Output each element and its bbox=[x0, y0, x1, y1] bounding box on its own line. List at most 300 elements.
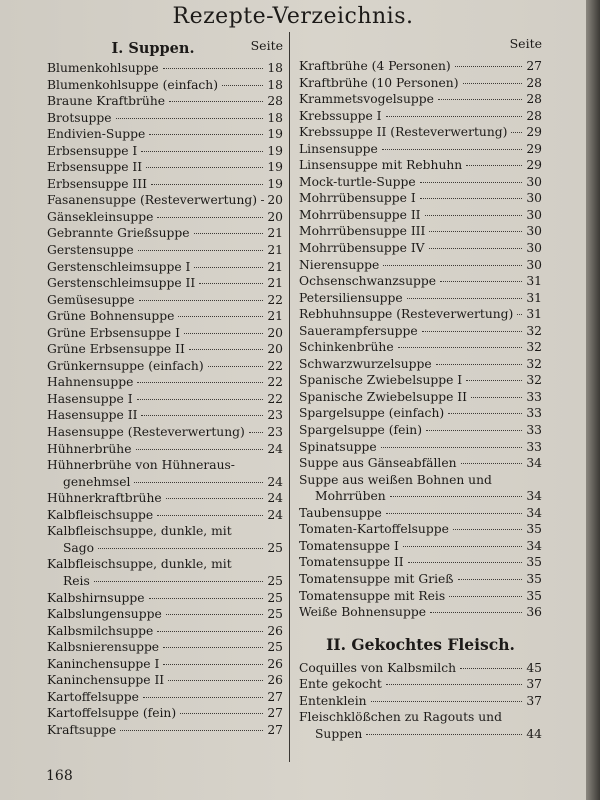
entry-continuation bbox=[47, 573, 283, 590]
dot-leader bbox=[517, 314, 522, 315]
index-entry bbox=[299, 339, 542, 356]
entry-name: Tomaten-Kartoffelsuppe bbox=[299, 522, 449, 537]
entry-name: Tomatensuppe II bbox=[299, 555, 404, 570]
entry-page: 33 bbox=[526, 439, 542, 454]
entry-page: 22 bbox=[267, 391, 283, 406]
dot-leader bbox=[466, 380, 522, 381]
entry-name: Erbsensuppe II bbox=[47, 160, 143, 175]
entry-continuation bbox=[299, 726, 542, 743]
dot-leader bbox=[386, 684, 522, 685]
entry-page: 18 bbox=[267, 61, 283, 75]
entry-name: Spanische Zwiebelsuppe I bbox=[299, 373, 463, 388]
entry-page: 22 bbox=[267, 358, 283, 373]
entry-name: Kalbsmilchsuppe bbox=[47, 623, 154, 638]
entry-name: Suppe aus Gänseabfällen bbox=[299, 456, 457, 471]
index-entry bbox=[47, 523, 283, 556]
entry-name: Kaninchensuppe II bbox=[47, 673, 165, 688]
dot-leader bbox=[163, 68, 263, 69]
entry-page: 28 bbox=[526, 75, 542, 90]
entry-name: Endivien-Suppe bbox=[47, 127, 146, 142]
index-entry bbox=[299, 389, 542, 406]
entry-name: Linsensuppe bbox=[299, 141, 378, 156]
page-title: Rezepte-Verzeichnis. bbox=[172, 4, 414, 29]
dot-leader bbox=[430, 612, 522, 613]
entry-page: 29 bbox=[526, 158, 542, 173]
dot-leader bbox=[141, 415, 263, 416]
index-entry bbox=[299, 372, 542, 389]
index-entry bbox=[47, 656, 283, 673]
entry-page: 19 bbox=[267, 127, 283, 142]
index-entry bbox=[299, 240, 542, 257]
entry-page: 31 bbox=[526, 290, 542, 305]
entry-name: Kartoffelsuppe (fein) bbox=[47, 706, 177, 721]
entry-name: Gebrannte Grießsuppe bbox=[47, 226, 190, 241]
dot-leader bbox=[149, 598, 263, 599]
index-entry bbox=[299, 207, 542, 224]
entry-name: Fasanensuppe (Resteverwertung) bbox=[47, 193, 258, 208]
index-entry bbox=[47, 242, 283, 259]
entry-name: Hühnerkraftbrühe bbox=[47, 491, 162, 506]
entry-page: 35 bbox=[526, 588, 542, 603]
column-divider bbox=[289, 32, 290, 762]
page-column-label: Seite bbox=[509, 36, 542, 51]
entry-page: 21 bbox=[267, 276, 283, 291]
index-entry bbox=[299, 709, 542, 742]
entry-page: 25 bbox=[267, 607, 283, 622]
entry-name: Spargelsuppe (fein) bbox=[299, 423, 423, 438]
dot-leader bbox=[180, 713, 263, 714]
entry-page: 34 bbox=[526, 505, 542, 520]
index-entry bbox=[299, 604, 542, 621]
dot-leader bbox=[178, 316, 263, 317]
entry-name: Kartoffelsuppe bbox=[47, 689, 139, 704]
entry-name: Entenklein bbox=[299, 693, 367, 708]
entry-page: 18 bbox=[267, 110, 283, 125]
entry-name: Krebssuppe I bbox=[299, 108, 382, 123]
entry-page: 32 bbox=[526, 323, 542, 338]
entry-name: Spanische Zwiebelsuppe II bbox=[299, 389, 468, 404]
dot-leader bbox=[163, 647, 263, 648]
dot-leader bbox=[94, 581, 263, 582]
index-entry bbox=[299, 257, 542, 274]
dot-leader bbox=[386, 513, 522, 514]
entry-page: 21 bbox=[267, 259, 283, 274]
dot-leader bbox=[511, 132, 522, 133]
index-entry bbox=[47, 60, 283, 77]
entry-name: Tomatensuppe mit Reis bbox=[299, 588, 446, 603]
dot-leader bbox=[157, 515, 263, 516]
dot-leader bbox=[139, 300, 263, 301]
dot-leader bbox=[222, 85, 263, 86]
dot-leader bbox=[157, 217, 263, 218]
dot-leader bbox=[383, 265, 522, 266]
section-title-soups: I. Suppen. bbox=[111, 40, 195, 57]
entry-name: Braune Kraftbrühe bbox=[47, 94, 166, 109]
index-entry bbox=[47, 358, 283, 375]
entry-page: 24 bbox=[267, 491, 283, 506]
dot-leader bbox=[382, 149, 522, 150]
entry-name: Grüne Erbsensuppe I bbox=[47, 325, 180, 340]
index-entry bbox=[47, 176, 283, 193]
entry-name: Spargelsuppe (einfach) bbox=[299, 406, 445, 421]
entry-page: 20 bbox=[267, 209, 283, 224]
entry-name: Kalbslungensuppe bbox=[47, 607, 162, 622]
entry-name: Kalbfleischsuppe, dunkle, mit bbox=[47, 524, 232, 539]
recipe-list-boiled-meat bbox=[299, 660, 542, 743]
entry-page: 27 bbox=[267, 722, 283, 737]
entry-name: Ochsenschwanzsuppe bbox=[299, 274, 437, 289]
index-entry bbox=[47, 672, 283, 689]
entry-name-continued: genehmsel bbox=[63, 474, 131, 489]
entry-page: 34 bbox=[526, 538, 542, 553]
entry-name: Mohrrübensuppe IV bbox=[299, 241, 425, 256]
entry-page: 25 bbox=[267, 540, 283, 555]
entry-page: 21 bbox=[267, 226, 283, 241]
index-entry bbox=[299, 554, 542, 571]
dot-leader bbox=[390, 496, 522, 497]
dot-leader bbox=[449, 596, 522, 597]
recipe-list-left bbox=[47, 60, 283, 738]
index-entry bbox=[47, 77, 283, 94]
entry-page: 30 bbox=[526, 191, 542, 206]
entry-name: Hühnerbrühe bbox=[47, 441, 132, 456]
entry-page: 25 bbox=[267, 640, 283, 655]
entry-page: 19 bbox=[267, 176, 283, 191]
entry-page: 28 bbox=[526, 92, 542, 107]
entry-name: Brotsuppe bbox=[47, 110, 112, 125]
left-column bbox=[47, 38, 283, 738]
index-entry bbox=[47, 374, 283, 391]
entry-page: 33 bbox=[526, 423, 542, 438]
entry-page: 30 bbox=[526, 257, 542, 272]
entry-name: Kraftsuppe bbox=[47, 722, 117, 737]
dot-leader bbox=[116, 118, 263, 119]
index-entry bbox=[47, 192, 283, 209]
dot-leader bbox=[407, 298, 522, 299]
entry-page: 19 bbox=[267, 160, 283, 175]
dot-leader bbox=[208, 366, 263, 367]
section-title-boiled-meat: II. Gekochtes Fleisch. bbox=[326, 634, 515, 654]
entry-page: 22 bbox=[267, 375, 283, 390]
index-entry bbox=[47, 590, 283, 607]
dot-leader bbox=[425, 215, 522, 216]
dot-leader bbox=[463, 83, 522, 84]
dot-leader bbox=[137, 399, 263, 400]
index-entry bbox=[299, 174, 542, 191]
entry-page: 26 bbox=[267, 623, 283, 638]
entry-page: 22 bbox=[267, 292, 283, 307]
dot-leader bbox=[420, 198, 522, 199]
entry-name: Blumenkohlsuppe (einfach) bbox=[47, 77, 219, 92]
index-entry bbox=[299, 323, 542, 340]
dot-leader bbox=[98, 548, 263, 549]
entry-name: Kalbshirnsuppe bbox=[47, 590, 145, 605]
entry-name: Kaninchensuppe I bbox=[47, 656, 160, 671]
entry-page: 34 bbox=[526, 489, 542, 504]
index-entry bbox=[299, 190, 542, 207]
entry-page: 45 bbox=[526, 660, 542, 675]
entry-name: Taubensuppe bbox=[299, 505, 382, 520]
entry-name: Erbsensuppe III bbox=[47, 176, 147, 191]
dot-leader bbox=[371, 701, 522, 702]
index-entry bbox=[47, 556, 283, 589]
index-entry bbox=[299, 571, 542, 588]
entry-page: 30 bbox=[526, 207, 542, 222]
page-number: 168 bbox=[46, 768, 73, 784]
entry-name: Gemüsesuppe bbox=[47, 292, 135, 307]
dot-leader bbox=[398, 347, 522, 348]
entry-name: Krebssuppe II (Resteverwertung) bbox=[299, 125, 508, 140]
index-entry bbox=[47, 159, 283, 176]
entry-name: Kraftbrühe (4 Personen) bbox=[299, 59, 451, 73]
entry-page: 37 bbox=[526, 677, 542, 692]
entry-name: Kalbsnierensuppe bbox=[47, 640, 160, 655]
entry-page: 18 bbox=[267, 77, 283, 92]
entry-page: 31 bbox=[526, 274, 542, 289]
entry-name: Kalbfleischsuppe bbox=[47, 507, 154, 522]
entry-name: Hasensuppe I bbox=[47, 391, 133, 406]
dot-leader bbox=[471, 397, 522, 398]
entry-name: Gerstenschleimsuppe I bbox=[47, 259, 191, 274]
entry-name: Krammetsvogelsuppe bbox=[299, 92, 434, 107]
entry-page: 27 bbox=[267, 706, 283, 721]
entry-name: Fleischklößchen zu Ragouts und bbox=[299, 710, 502, 725]
entry-name: Nierensuppe bbox=[299, 257, 380, 272]
dot-leader bbox=[426, 430, 522, 431]
index-entry bbox=[299, 505, 542, 522]
entry-page: 30 bbox=[526, 241, 542, 256]
index-entry bbox=[299, 676, 542, 693]
entry-name: Grüne Bohnensuppe bbox=[47, 309, 175, 324]
index-entry bbox=[47, 308, 283, 325]
entry-page: 33 bbox=[526, 406, 542, 421]
entry-name: Rebhuhnsuppe (Resteverwertung) bbox=[299, 307, 514, 322]
index-entry bbox=[299, 422, 542, 439]
entry-name-continued: Mohrrüben bbox=[315, 489, 386, 504]
entry-page: 20 bbox=[267, 342, 283, 357]
dot-leader bbox=[141, 151, 263, 152]
index-entry bbox=[47, 225, 283, 242]
entry-name-continued: Reis bbox=[63, 573, 90, 588]
entry-name: Hasensuppe (Resteverwertung) bbox=[47, 425, 245, 440]
index-entry bbox=[299, 439, 542, 456]
index-entry bbox=[299, 141, 542, 158]
entry-name: Kalbfleischsuppe, dunkle, mit bbox=[47, 557, 232, 572]
entry-name: Grünkernsuppe (einfach) bbox=[47, 358, 204, 373]
dot-leader bbox=[151, 184, 263, 185]
dot-leader bbox=[438, 99, 522, 100]
entry-name: Hahnensuppe bbox=[47, 375, 134, 390]
entry-page: 27 bbox=[267, 689, 283, 704]
entry-name: Suppe aus weißen Bohnen und bbox=[299, 472, 492, 487]
entry-page: 29 bbox=[526, 125, 542, 140]
index-entry bbox=[47, 507, 283, 524]
dot-leader bbox=[157, 631, 263, 632]
dot-leader bbox=[261, 200, 263, 201]
entry-page: 44 bbox=[526, 726, 542, 741]
entry-name: Grüne Erbsensuppe II bbox=[47, 342, 185, 357]
index-entry bbox=[299, 223, 542, 240]
index-entry bbox=[47, 391, 283, 408]
entry-name: Linsensuppe mit Rebhuhn bbox=[299, 158, 463, 173]
entry-page: 32 bbox=[526, 340, 542, 355]
recipe-list-right bbox=[299, 58, 542, 621]
dot-leader bbox=[453, 529, 522, 530]
index-entry bbox=[47, 606, 283, 623]
section-header-right bbox=[299, 36, 542, 58]
index-entry bbox=[47, 325, 283, 342]
entry-page: 20 bbox=[267, 325, 283, 340]
index-entry bbox=[47, 275, 283, 292]
entry-name: Coquilles von Kalbsmilch bbox=[299, 660, 457, 675]
section-boiled-meat bbox=[299, 635, 542, 743]
entry-name: Gänsekleinsuppe bbox=[47, 209, 154, 224]
entry-page: 27 bbox=[526, 59, 542, 73]
dot-leader bbox=[120, 730, 263, 731]
dot-leader bbox=[149, 134, 263, 135]
dot-leader bbox=[143, 697, 263, 698]
dot-leader bbox=[194, 267, 263, 268]
index-entry bbox=[299, 693, 542, 710]
dot-leader bbox=[455, 66, 522, 67]
entry-page: 24 bbox=[267, 507, 283, 522]
dot-leader bbox=[136, 449, 263, 450]
entry-name: Blumenkohlsuppe bbox=[47, 61, 159, 75]
entry-name: Sauerampfersuppe bbox=[299, 323, 418, 338]
index-entry bbox=[47, 341, 283, 358]
entry-name: Tomatensuppe I bbox=[299, 538, 399, 553]
index-entry bbox=[47, 639, 283, 656]
dot-leader bbox=[137, 382, 263, 383]
entry-name: Schinkenbrühe bbox=[299, 340, 394, 355]
index-entry bbox=[47, 143, 283, 160]
dot-leader bbox=[146, 167, 263, 168]
index-entry bbox=[299, 588, 542, 605]
entry-page: 32 bbox=[526, 356, 542, 371]
entry-name: Mohrrübensuppe III bbox=[299, 224, 426, 239]
index-entry bbox=[299, 472, 542, 505]
dot-leader bbox=[199, 283, 263, 284]
entry-page: 32 bbox=[526, 373, 542, 388]
index-entry bbox=[299, 538, 542, 555]
entry-page: 37 bbox=[526, 693, 542, 708]
index-entry bbox=[47, 722, 283, 739]
entry-continuation bbox=[47, 474, 283, 491]
dot-leader bbox=[429, 231, 522, 232]
dot-leader bbox=[134, 482, 263, 483]
index-entry bbox=[299, 108, 542, 125]
index-entry bbox=[299, 521, 542, 538]
entry-page: 21 bbox=[267, 243, 283, 258]
index-entry bbox=[299, 58, 542, 75]
index-entry bbox=[299, 273, 542, 290]
entry-name: Gerstensuppe bbox=[47, 243, 134, 258]
index-entry bbox=[47, 457, 283, 490]
entry-page: 23 bbox=[267, 425, 283, 440]
index-entry bbox=[299, 91, 542, 108]
dot-leader bbox=[194, 233, 263, 234]
entry-name-continued: Sago bbox=[63, 540, 95, 555]
index-entry bbox=[299, 124, 542, 141]
dot-leader bbox=[168, 680, 263, 681]
dot-leader bbox=[163, 664, 263, 665]
entry-page: 25 bbox=[267, 573, 283, 588]
entry-page: 35 bbox=[526, 522, 542, 537]
entry-page: 26 bbox=[267, 656, 283, 671]
entry-page: 26 bbox=[267, 673, 283, 688]
entry-continuation bbox=[299, 488, 542, 505]
entry-name: Erbsensuppe I bbox=[47, 143, 138, 158]
entry-page: 28 bbox=[526, 108, 542, 123]
dot-leader bbox=[461, 463, 522, 464]
entry-name: Hasensuppe II bbox=[47, 408, 138, 423]
entry-page: 19 bbox=[267, 143, 283, 158]
entry-name: Gerstenschleimsuppe II bbox=[47, 276, 196, 291]
index-entry bbox=[47, 126, 283, 143]
entry-page: 30 bbox=[526, 174, 542, 189]
entry-name: Weiße Bohnensuppe bbox=[299, 605, 426, 620]
page-column-label: Seite bbox=[250, 38, 283, 53]
dot-leader bbox=[381, 447, 522, 448]
entry-page: 35 bbox=[526, 571, 542, 586]
entry-page: 21 bbox=[267, 309, 283, 324]
dot-leader bbox=[169, 101, 263, 102]
entry-name: Mohrrübensuppe I bbox=[299, 191, 416, 206]
dot-leader bbox=[366, 734, 522, 735]
index-entry bbox=[299, 157, 542, 174]
dot-leader bbox=[440, 281, 522, 282]
dot-leader bbox=[460, 668, 522, 669]
index-entry bbox=[47, 259, 283, 276]
entry-page: 23 bbox=[267, 408, 283, 423]
dot-leader bbox=[166, 498, 263, 499]
dot-leader bbox=[138, 250, 263, 251]
entry-page: 28 bbox=[267, 94, 283, 109]
index-entry bbox=[47, 441, 283, 458]
entry-page: 36 bbox=[526, 605, 542, 620]
index-entry bbox=[47, 292, 283, 309]
entry-name: Spinatsuppe bbox=[299, 439, 377, 454]
dot-leader bbox=[429, 248, 522, 249]
entry-name: Mohrrübensuppe II bbox=[299, 207, 421, 222]
index-entry bbox=[47, 623, 283, 640]
entry-page: 35 bbox=[526, 555, 542, 570]
index-entry bbox=[299, 306, 542, 323]
entry-page: 29 bbox=[526, 141, 542, 156]
dot-leader bbox=[448, 413, 522, 414]
index-entry bbox=[47, 110, 283, 127]
dot-leader bbox=[466, 165, 522, 166]
index-entry bbox=[47, 490, 283, 507]
entry-page: 25 bbox=[267, 590, 283, 605]
dot-leader bbox=[249, 432, 263, 433]
index-entry bbox=[299, 75, 542, 92]
entry-continuation bbox=[47, 540, 283, 557]
entry-page: 24 bbox=[267, 441, 283, 456]
book-edge bbox=[586, 0, 600, 800]
index-entry bbox=[299, 356, 542, 373]
dot-leader bbox=[408, 562, 522, 563]
dot-leader bbox=[166, 614, 263, 615]
dot-leader bbox=[422, 331, 522, 332]
entry-name: Hühnerbrühe von Hühneraus- bbox=[47, 458, 235, 473]
dot-leader bbox=[403, 546, 522, 547]
entry-name: Schwarzwurzelsuppe bbox=[299, 356, 432, 371]
entry-name: Petersiliensuppe bbox=[299, 290, 403, 305]
entry-page: 34 bbox=[526, 456, 542, 471]
entry-name: Ente gekocht bbox=[299, 677, 382, 692]
dot-leader bbox=[458, 579, 522, 580]
